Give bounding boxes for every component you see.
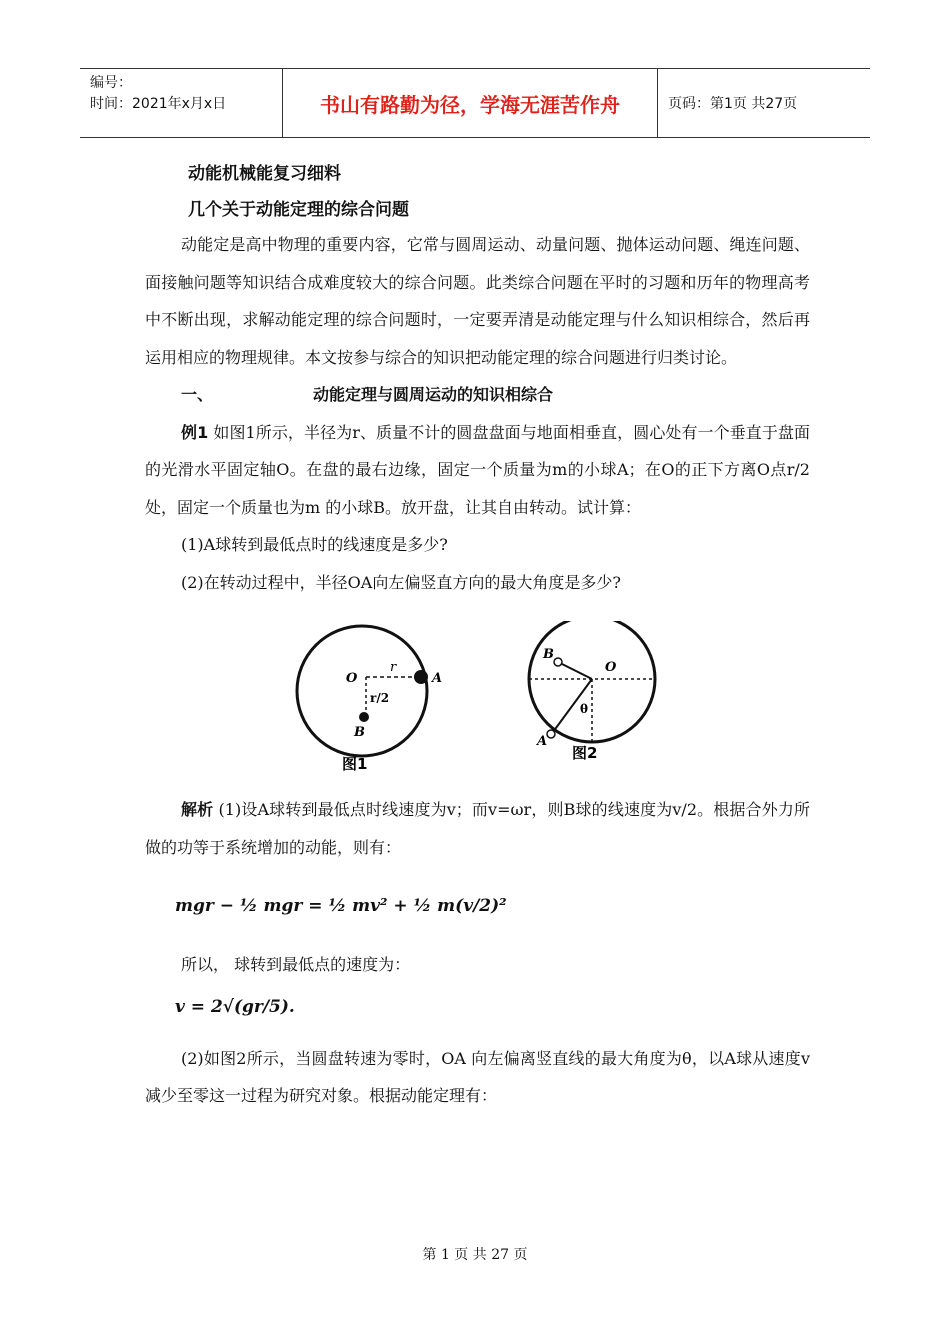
page-header bbox=[80, 68, 870, 138]
analysis-label: 解析 bbox=[181, 800, 214, 819]
page-footer: 第 1 页 共 27 页 bbox=[422, 1247, 528, 1263]
fig1-label-r2: r/2 bbox=[370, 691, 390, 705]
fig1-caption: 图1 bbox=[342, 755, 368, 773]
analysis-paragraph-2: (2)如图2所示，当圆盘转速为零时，OA 向左偏离竖直线的最大角度为θ，以A球从速度v减少至零这一过程为研究对象。根据动能定理有： bbox=[145, 1048, 810, 1105]
fig2-label-a: A bbox=[537, 734, 548, 749]
question-1: (1)A球转到最低点时的线速度是多少? bbox=[181, 535, 448, 554]
figure-1 bbox=[290, 621, 490, 781]
fig1-label-a: A bbox=[432, 671, 443, 686]
motto: 书山有路勤为径，学海无涯苦作舟 bbox=[282, 69, 658, 137]
so-text: 所以， 球转到最低点的速度为： bbox=[181, 955, 411, 974]
fig2-label-o: O bbox=[605, 660, 617, 675]
intro-paragraph: 动能定是高中物理的重要内容，它常与圆周运动、动量问题、抛体运动问题、绳连问题、面接触问题等知识结合成难度较大的综合问题。此类综合问题在平时的习题和历年的物理高考中不断出现，求解动能定理的综合问题时，一定要弄清是动能定理与什么知识相综合，然后再运用相应的物理规律。本文按参与综合的知识把动能定理的综合问题进行归类讨论。 bbox=[145, 235, 810, 367]
fig2-radius-ob bbox=[560, 663, 592, 679]
formula-energy: mgr − ½ mgr = ½ mv² + ½ m(v/2)² bbox=[175, 896, 507, 916]
fig1-label-r: r bbox=[390, 660, 397, 675]
header-left bbox=[80, 69, 282, 137]
analysis-paragraph-1 bbox=[145, 791, 810, 866]
fig1-label-b: B bbox=[354, 725, 365, 740]
analysis-text-1: (1)设A球转到最低点时线速度为v；而v=ωr，则B球的线速度为v/2。根据合外力所做的功等于系统增加的动能，则有： bbox=[145, 800, 810, 857]
doc-title: 动能机械能复习细料 bbox=[188, 164, 341, 184]
section-number: 一、 bbox=[181, 385, 214, 404]
figures bbox=[145, 621, 810, 781]
document-body bbox=[145, 150, 810, 1115]
fig1-ball-a bbox=[414, 670, 428, 684]
fig2-ball-a bbox=[547, 730, 555, 738]
fig2-label-theta: θ bbox=[580, 702, 589, 716]
example-paragraph bbox=[145, 414, 810, 527]
section-heading bbox=[181, 376, 810, 414]
question-2: (2)在转动过程中，半径OA向左偏竖直方向的最大角度是多少? bbox=[181, 572, 621, 592]
date-label: 时间：2021年x月x日 bbox=[90, 96, 227, 112]
fig2-caption: 图2 bbox=[572, 744, 598, 762]
fig1-label-o: O bbox=[346, 671, 358, 686]
fig1-ball-b bbox=[359, 712, 369, 722]
fig2-ball-b bbox=[554, 658, 562, 666]
code-label: 编号： bbox=[90, 75, 132, 91]
example-label: 例1 bbox=[181, 422, 209, 442]
formula-velocity: v = 2√(gr/5). bbox=[175, 996, 295, 1017]
figure-2 bbox=[520, 621, 690, 781]
page-info: 页码：第1页 共27页 bbox=[668, 96, 798, 112]
fig2-label-b: B bbox=[543, 647, 554, 662]
doc-subtitle: 几个关于动能定理的综合问题 bbox=[188, 200, 409, 220]
example-text: 如图1所示，半径为r、质量不计的圆盘盘面与地面相垂直，圆心处有一个垂直于盘面的光滑水平固定轴O。在盘的最右边缘，固定一个质量为m的小球A；在O的正下方离O点r/2处，固定一个质量也为m 的小球B。放开盘，让其自由转动。试计算： bbox=[145, 422, 810, 517]
section-title: 动能定理与圆周运动的知识相综合 bbox=[313, 385, 554, 404]
